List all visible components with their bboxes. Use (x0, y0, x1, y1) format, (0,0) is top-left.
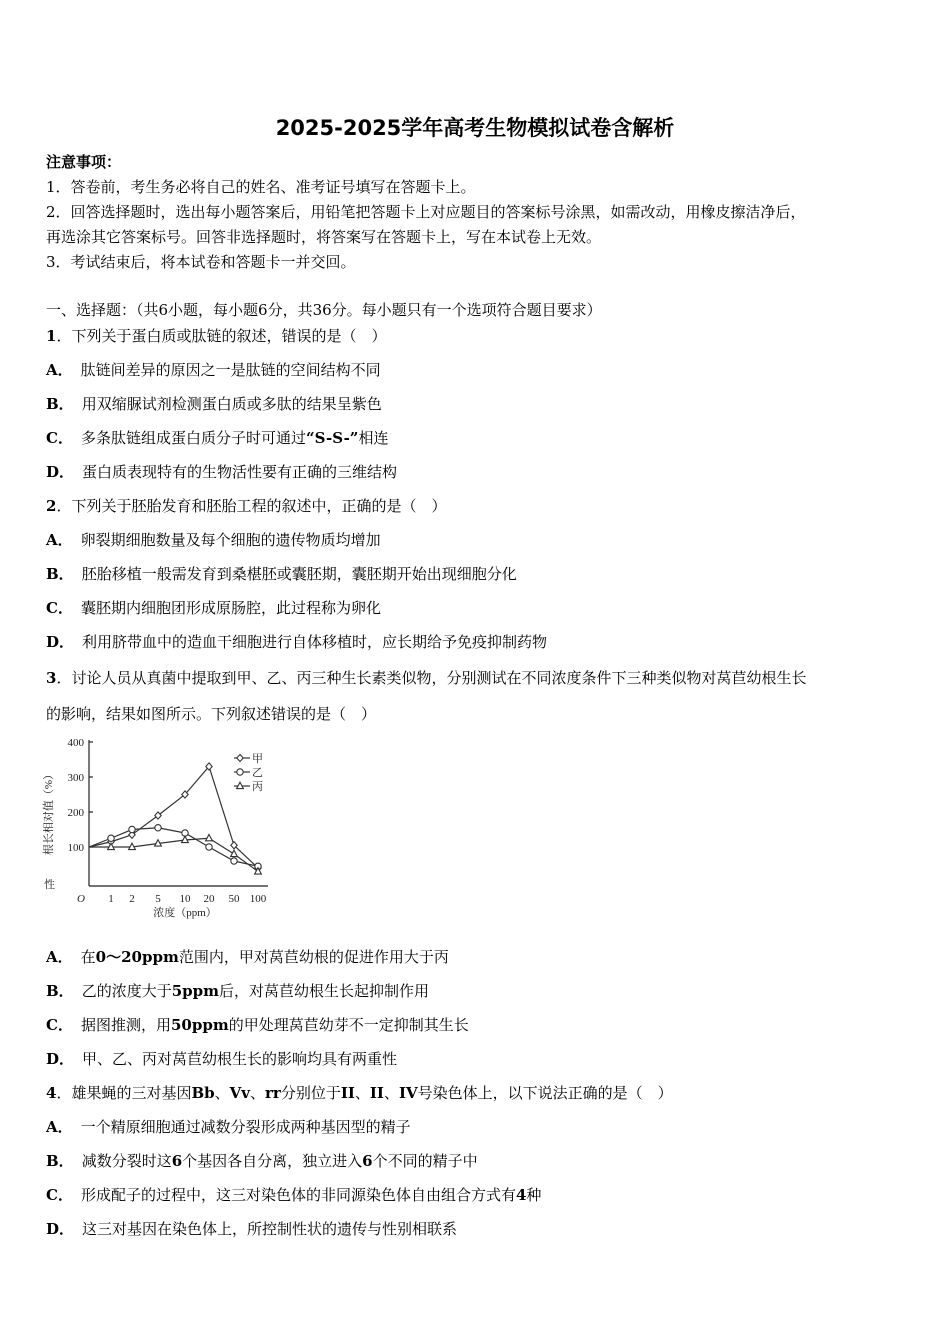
point-circle (206, 844, 212, 850)
y-tick-label: 300 (67, 772, 84, 784)
option-text: 甲、乙、丙对莴苣幼根生长的影响均具有两重性 (82, 1050, 398, 1068)
option-text: 胚胎移植一般需发育到桑椹胚或囊胚期，囊胚期开始出现细胞分化 (81, 565, 517, 583)
option-row (46, 947, 449, 967)
option-letter: A． (46, 948, 73, 966)
option-row (46, 360, 381, 380)
option-row (46, 530, 381, 550)
option-letter: A． (46, 361, 73, 379)
stray-text: 性 (44, 879, 55, 891)
growth-chart (40, 734, 280, 920)
y-tick-label: 200 (67, 807, 84, 819)
option-text: 乙的浓度大于5ppm后，对莴苣幼根生长起抑制作用 (81, 982, 430, 1000)
point-circle (155, 825, 161, 831)
notice-item: 2．回答选择题时，选出每小题答案后，用铅笔把答题卡上对应题目的答案标号涂黑，如需改动，用橡皮擦洁净后， (46, 203, 806, 221)
section-heading: 一、选择题：（共6小题，每小题6分，共36分。每小题只有一个选项符合题目要求） (46, 301, 602, 319)
x-tick-label: 1 (108, 893, 114, 905)
legend-label: 丙 (252, 781, 263, 793)
x-tick-label: 100 (249, 893, 267, 905)
option-row (46, 394, 382, 414)
option-letter: B． (46, 395, 74, 413)
origin-label: O (77, 893, 85, 905)
point-circle (237, 769, 243, 775)
option-letter: C． (46, 1016, 73, 1034)
option-row (46, 462, 397, 482)
option-letter: C． (46, 1186, 73, 1204)
option-letter: D． (46, 1220, 75, 1238)
x-tick-label: 20 (203, 893, 215, 905)
option-row (46, 1219, 457, 1239)
option-letter: B． (46, 982, 74, 1000)
option-text: 据图推测，用50ppm的甲处理莴苣幼芽不一定抑制其生长 (80, 1016, 469, 1034)
option-text: 肽链间差异的原因之一是肽链的空间结构不同 (80, 361, 381, 379)
option-letter: B． (46, 565, 74, 583)
option-row (46, 632, 547, 652)
option-row (46, 1151, 478, 1171)
option-text: 形成配子的过程中，这三对染色体的非同源染色体自由组合方式有4种 (80, 1186, 542, 1204)
option-letter: B． (46, 1152, 74, 1170)
notice-item: 3．考试结束后，将本试卷和答题卡一并交回。 (46, 253, 356, 271)
point-circle (108, 835, 114, 841)
option-letter: D． (46, 633, 75, 651)
x-axis-label: 浓度（ppm） (153, 907, 217, 919)
point-triangle (231, 850, 238, 856)
option-row (46, 598, 381, 618)
option-text: 利用脐带血中的造血干细胞进行自体移植时，应长期给予免疫抑制药物 (82, 633, 548, 651)
question-stem: 2．下列关于胚胎发育和胚胎工程的叙述中，正确的是（ ） (46, 497, 447, 515)
x-tick-label: 50 (228, 893, 240, 905)
x-tick-label: 2 (129, 893, 135, 905)
option-text: 这三对基因在染色体上，所控制性状的遗传与性别相联系 (82, 1220, 458, 1238)
notice-item: 再选涂其它答案标号。回答非选择题时，将答案写在答题卡上，写在本试卷上无效。 (46, 228, 602, 246)
point-diamond (237, 754, 243, 761)
option-letter: A． (46, 1118, 73, 1136)
option-row (46, 1015, 469, 1035)
option-text: 蛋白质表现特有的生物活性要有正确的三维结构 (82, 463, 398, 481)
option-text: 囊胚期内细胞团形成原肠腔，此过程称为卵化 (80, 599, 381, 617)
page-title: 2025-2025学年高考生物模拟试卷含解析 (275, 116, 675, 140)
option-row (46, 1117, 411, 1137)
question-stem: 1．下列关于蛋白质或肽链的叙述，错误的是（ ） (46, 327, 387, 345)
option-letter: C． (46, 599, 73, 617)
question-stem: 3．讨论人员从真菌中提取到甲、乙、丙三种生长素类似物，分别测试在不同浓度条件下三种类似物对莴苣幼根生长 (46, 669, 807, 687)
option-text: 一个精原细胞通过减数分裂形成两种基因型的精子 (80, 1118, 411, 1136)
option-text: 多条肽链组成蛋白质分子时可通过“S-S-”相连 (80, 429, 389, 447)
notice-item: 1．答卷前，考生务必将自己的姓名、准考证号填写在答题卡上。 (46, 178, 476, 196)
option-letter: D． (46, 1050, 75, 1068)
question-stem: 的影响，结果如图所示。下列叙述错误的是（ ） (46, 705, 377, 723)
option-row (46, 981, 429, 1001)
point-diamond (155, 812, 161, 819)
option-letter: C． (46, 429, 73, 447)
question-stem: 4．雄果蝇的三对基因Bb、Vv、rr分别位于II、II、IV号染色体上，以下说法正确的是（ ） (46, 1084, 673, 1102)
y-tick-label: 400 (67, 737, 84, 749)
option-text: 用双缩脲试剂检测蛋白质或多肽的结果呈紫色 (81, 395, 382, 413)
point-circle (231, 858, 237, 864)
x-tick-label: 10 (179, 893, 191, 905)
option-row (46, 1049, 397, 1069)
y-tick-label: 100 (67, 842, 84, 854)
option-row (46, 428, 388, 448)
option-text: 在0～20ppm范围内，甲对莴苣幼根的促进作用大于丙 (80, 948, 449, 966)
option-letter: D． (46, 463, 75, 481)
option-letter: A． (46, 531, 73, 549)
legend-label: 甲 (252, 753, 263, 765)
option-row (46, 1185, 541, 1205)
option-text: 减数分裂时这6个基因各自分离，独立进入6个不同的精子中 (81, 1152, 478, 1170)
legend-label: 乙 (252, 767, 263, 779)
option-text: 卵裂期细胞数量及每个细胞的遗传物质均增加 (80, 531, 381, 549)
point-triangle (206, 834, 213, 840)
option-row (46, 564, 517, 584)
x-tick-label: 5 (155, 893, 161, 905)
point-circle (129, 826, 135, 832)
y-axis-label: 根长相对值（%） (43, 768, 55, 856)
notice-heading: 注意事项： (46, 153, 122, 171)
